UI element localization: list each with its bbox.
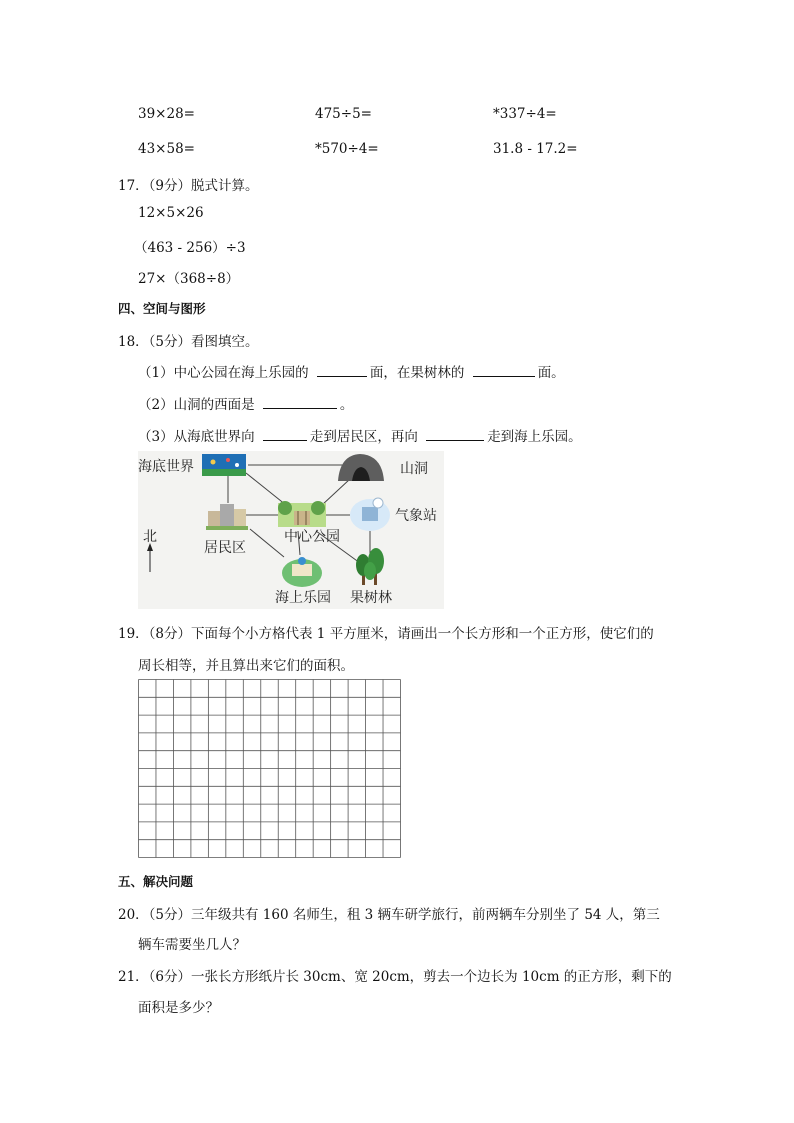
label-orchard: 果树林 bbox=[350, 591, 392, 606]
q17-item-1: 12×5×26 bbox=[138, 205, 204, 221]
calc-2-3: 31.8 - 17.2= bbox=[493, 141, 578, 157]
label-north: 北 bbox=[143, 530, 157, 545]
q18-p2-blank[interactable] bbox=[263, 396, 337, 409]
q21-line2: 面积是多少？ bbox=[138, 1000, 219, 1016]
q19-line1: 19．（8分）下面每个小方格代表 1 平方厘米，请画出一个长方形和一个正方形，使它们的 bbox=[118, 626, 654, 642]
q18-p3-blank-2[interactable] bbox=[426, 428, 484, 441]
q18-p1-blank-2[interactable] bbox=[473, 364, 535, 377]
q18-p3-text-b: 走到居民区，再向 bbox=[309, 429, 418, 445]
calc-1-3: *337÷4= bbox=[493, 106, 557, 122]
label-cave: 山洞 bbox=[400, 462, 428, 477]
calc-2-2: *570÷4= bbox=[315, 141, 379, 157]
q17-title: 17．（9分）脱式计算。 bbox=[118, 178, 259, 194]
label-residential: 居民区 bbox=[204, 541, 246, 556]
label-sea-world: 海底世界 bbox=[138, 460, 194, 475]
central-park-icon bbox=[278, 501, 326, 527]
q18-p3-text-c: 走到海上乐园。 bbox=[487, 429, 582, 445]
q17-item-2: （463 - 256）÷3 bbox=[134, 240, 246, 256]
q18-p2-text-a: （2）山洞的西面是 bbox=[138, 397, 255, 413]
label-weather-station: 气象站 bbox=[395, 509, 437, 524]
q18-p1-text-b: 面，在果树林的 bbox=[369, 365, 465, 381]
square-grid-svg[interactable] bbox=[138, 679, 401, 858]
q18-p1-blank-1[interactable] bbox=[317, 364, 367, 377]
q18-title: 18．（5分）看图填空。 bbox=[118, 334, 259, 350]
label-ocean-park: 海上乐园 bbox=[275, 591, 331, 606]
calc-1-1: 39×28= bbox=[138, 106, 195, 122]
q18-p2-text-b: 。 bbox=[339, 397, 354, 413]
map-figure bbox=[138, 451, 444, 609]
q18-part2 bbox=[138, 393, 353, 413]
q21-line1: 21．（6分）一张长方形纸片长 30cm、宽 20cm，剪去一个边长为 10cm 的正方形，剩下的 bbox=[118, 969, 672, 985]
square-grid[interactable] bbox=[138, 679, 401, 858]
q18-p3-blank-1[interactable] bbox=[263, 428, 307, 441]
q18-p1-text-c: 面。 bbox=[537, 365, 565, 381]
q20-line1: 20．（5分）三年级共有 160 名师生，租 3 辆车研学旅行，前两辆车分别坐了 54 人，第三 bbox=[118, 907, 660, 923]
section-4-heading: 四、空间与图形 bbox=[118, 301, 206, 316]
q18-p3-text-a: （3）从海底世界向 bbox=[138, 429, 255, 445]
section-5-heading: 五、解决问题 bbox=[118, 874, 194, 889]
q17-item-3: 27×（368÷8） bbox=[138, 271, 240, 287]
label-central-park: 中心公园 bbox=[284, 530, 340, 545]
calc-1-2: 475÷5= bbox=[315, 106, 372, 122]
q18-part3 bbox=[138, 425, 582, 445]
q20-line2: 辆车需要坐几人？ bbox=[138, 937, 246, 953]
q18-part1 bbox=[138, 361, 565, 381]
q19-line2: 周长相等，并且算出来它们的面积。 bbox=[138, 658, 354, 674]
sea-world-icon bbox=[202, 454, 246, 476]
q18-p1-text-a: （1）中心公园在海上乐园的 bbox=[138, 365, 309, 381]
map-svg bbox=[138, 451, 444, 609]
calc-2-1: 43×58= bbox=[138, 141, 195, 157]
